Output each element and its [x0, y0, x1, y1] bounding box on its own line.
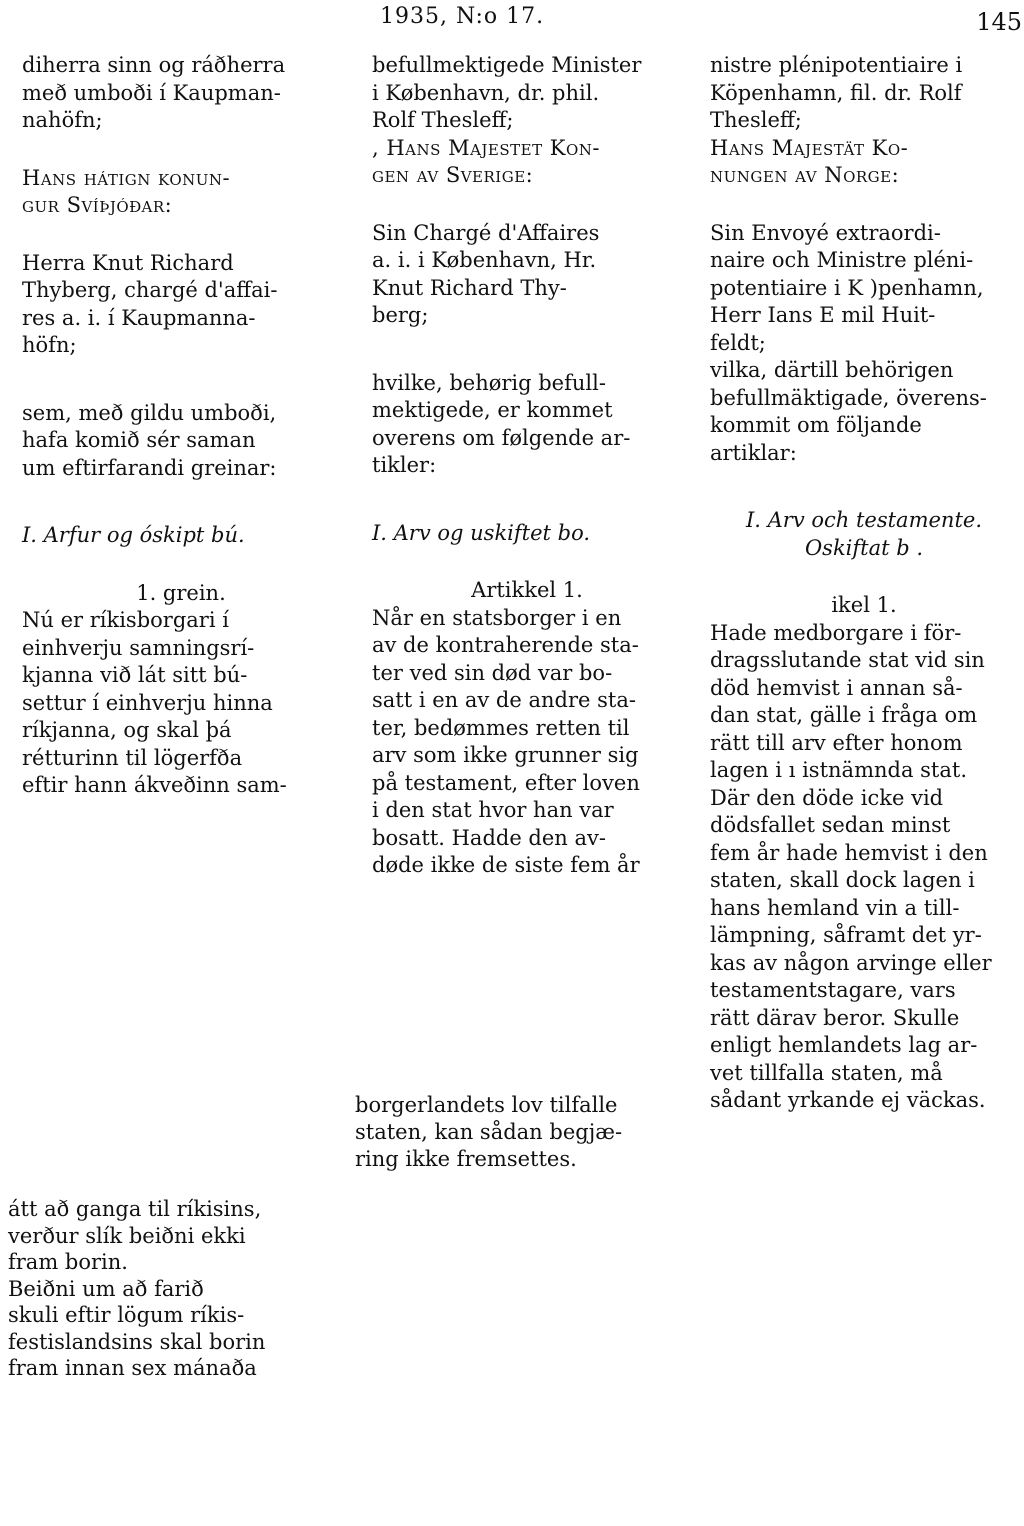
danish-body: Når en statsborger i en av de kontraherende sta- ter ved sin død var bo- satt i en av de andre sta- ter, bedømmes retten til arv som ikke grunner sig på testament, efter loven i den stat hvor han var bosatt. Hadde den av- døde ikke de siste fem år: [372, 605, 640, 877]
swedish-sin-envoye: Sin Envoyé extraordi- naire och Ministre pléni- potentiaire i K )penhamn, Herr Ians E mil Huit- feldt;: [710, 220, 984, 355]
swedish-column: [710, 52, 1018, 1115]
swedish-hans-majestat: Hans Majestät Ko- nungen av Norge:: [710, 135, 909, 187]
icelandic-heading: I. Arfur og óskipt bú.: [22, 523, 245, 547]
swedish-vilka: vilka, därtill behörigen befullmäktigade, överens- kommit om följande artiklar:: [710, 358, 987, 465]
danish-hvilke: hvilke, behørig befull- mektigede, er kommet overens om følgende ar- tikler:: [372, 370, 631, 477]
icelandic-intro: diherra sinn og ráðherra með umboði í Kaupman- nahöfn;: [22, 53, 286, 132]
page-header: [0, 4, 1024, 40]
swedish-heading-sub: Oskiftat b .: [804, 535, 924, 560]
swedish-article-label: ikel 1.: [831, 593, 897, 617]
danish-column: [372, 52, 682, 880]
danish-intro: befullmektigede Minister i København, dr. phil. Rolf Thesleff;: [372, 53, 642, 132]
danish-hans-majestet: , Hans Majestet Kon- gen av Sverige:: [372, 135, 600, 187]
icelandic-column: [22, 52, 340, 800]
danish-heading: I. Arv og uskiftet bo.: [372, 520, 591, 545]
swedish-body: Hade medborgare i för- dragsslutande stat vid sin död hemvist i annan så- dan stat, gälle i fråga om rätt till arv efter honom lagen i ı istnämnda stat. Där den döde icke vid dödsfallet sedan minst fem år hade hemvist i den staten, skall dock lagen i hans hemland vin a till- lämpning, såframt det yr- kas av någon arvinge eller testamentstagare, vars rätt därav beror. Skulle enligt hemlandets lag ar- vet tillfalla staten, må sådant yrkande ej väckas.: [710, 620, 992, 1112]
issue-number: 1935, N:o 17.: [380, 4, 545, 29]
icelandic-body: Nú er ríkisborgari í einhverju samningsrí- kjanna við lát sitt bú- settur í einhverju hinna ríkjanna, og skal þá rétturinn til lögerfða eftir hann ákveðinn sam-: [22, 608, 287, 797]
icelandic-sem: sem, með gildu umboði, hafa komið sér saman um eftirfarandi greinar:: [22, 400, 277, 480]
danish-continuation: [355, 1092, 667, 1173]
swedish-heading: I. Arv och testamente.: [745, 508, 982, 532]
icelandic-herra: Herra Knut Richard Thyberg, chargé d'affai- res a. i. í Kaupmanna- höfn;: [22, 250, 278, 357]
icelandic-continuation: [8, 1196, 318, 1382]
danish-article-label: Artikkel 1.: [471, 578, 583, 602]
page-number: 145: [976, 8, 1022, 36]
icelandic-continuation-text: átt að ganga til ríkisins, verður slík beiðni ekki fram borin. Beiðni um að farið skuli eftir lögum ríkis- festislandsins skal borin fram innan sex mánaða: [8, 1197, 266, 1380]
swedish-intro: nistre plénipotentiaire i Köpenhamn, fil. dr. Rolf Thesleff;: [710, 53, 963, 132]
icelandic-hans-hatign: Hans hátign konun- gur Svíþjóðar:: [22, 165, 231, 217]
danish-continuation-text: borgerlandets lov tilfalle staten, kan sådan begjæ- ring ikke fremsettes.: [355, 1093, 623, 1171]
danish-sin-charge: Sin Chargé d'Affaires a. i. i København, Hr. Knut Richard Thy- berg;: [372, 220, 600, 327]
icelandic-article-label: 1. grein.: [136, 580, 226, 605]
